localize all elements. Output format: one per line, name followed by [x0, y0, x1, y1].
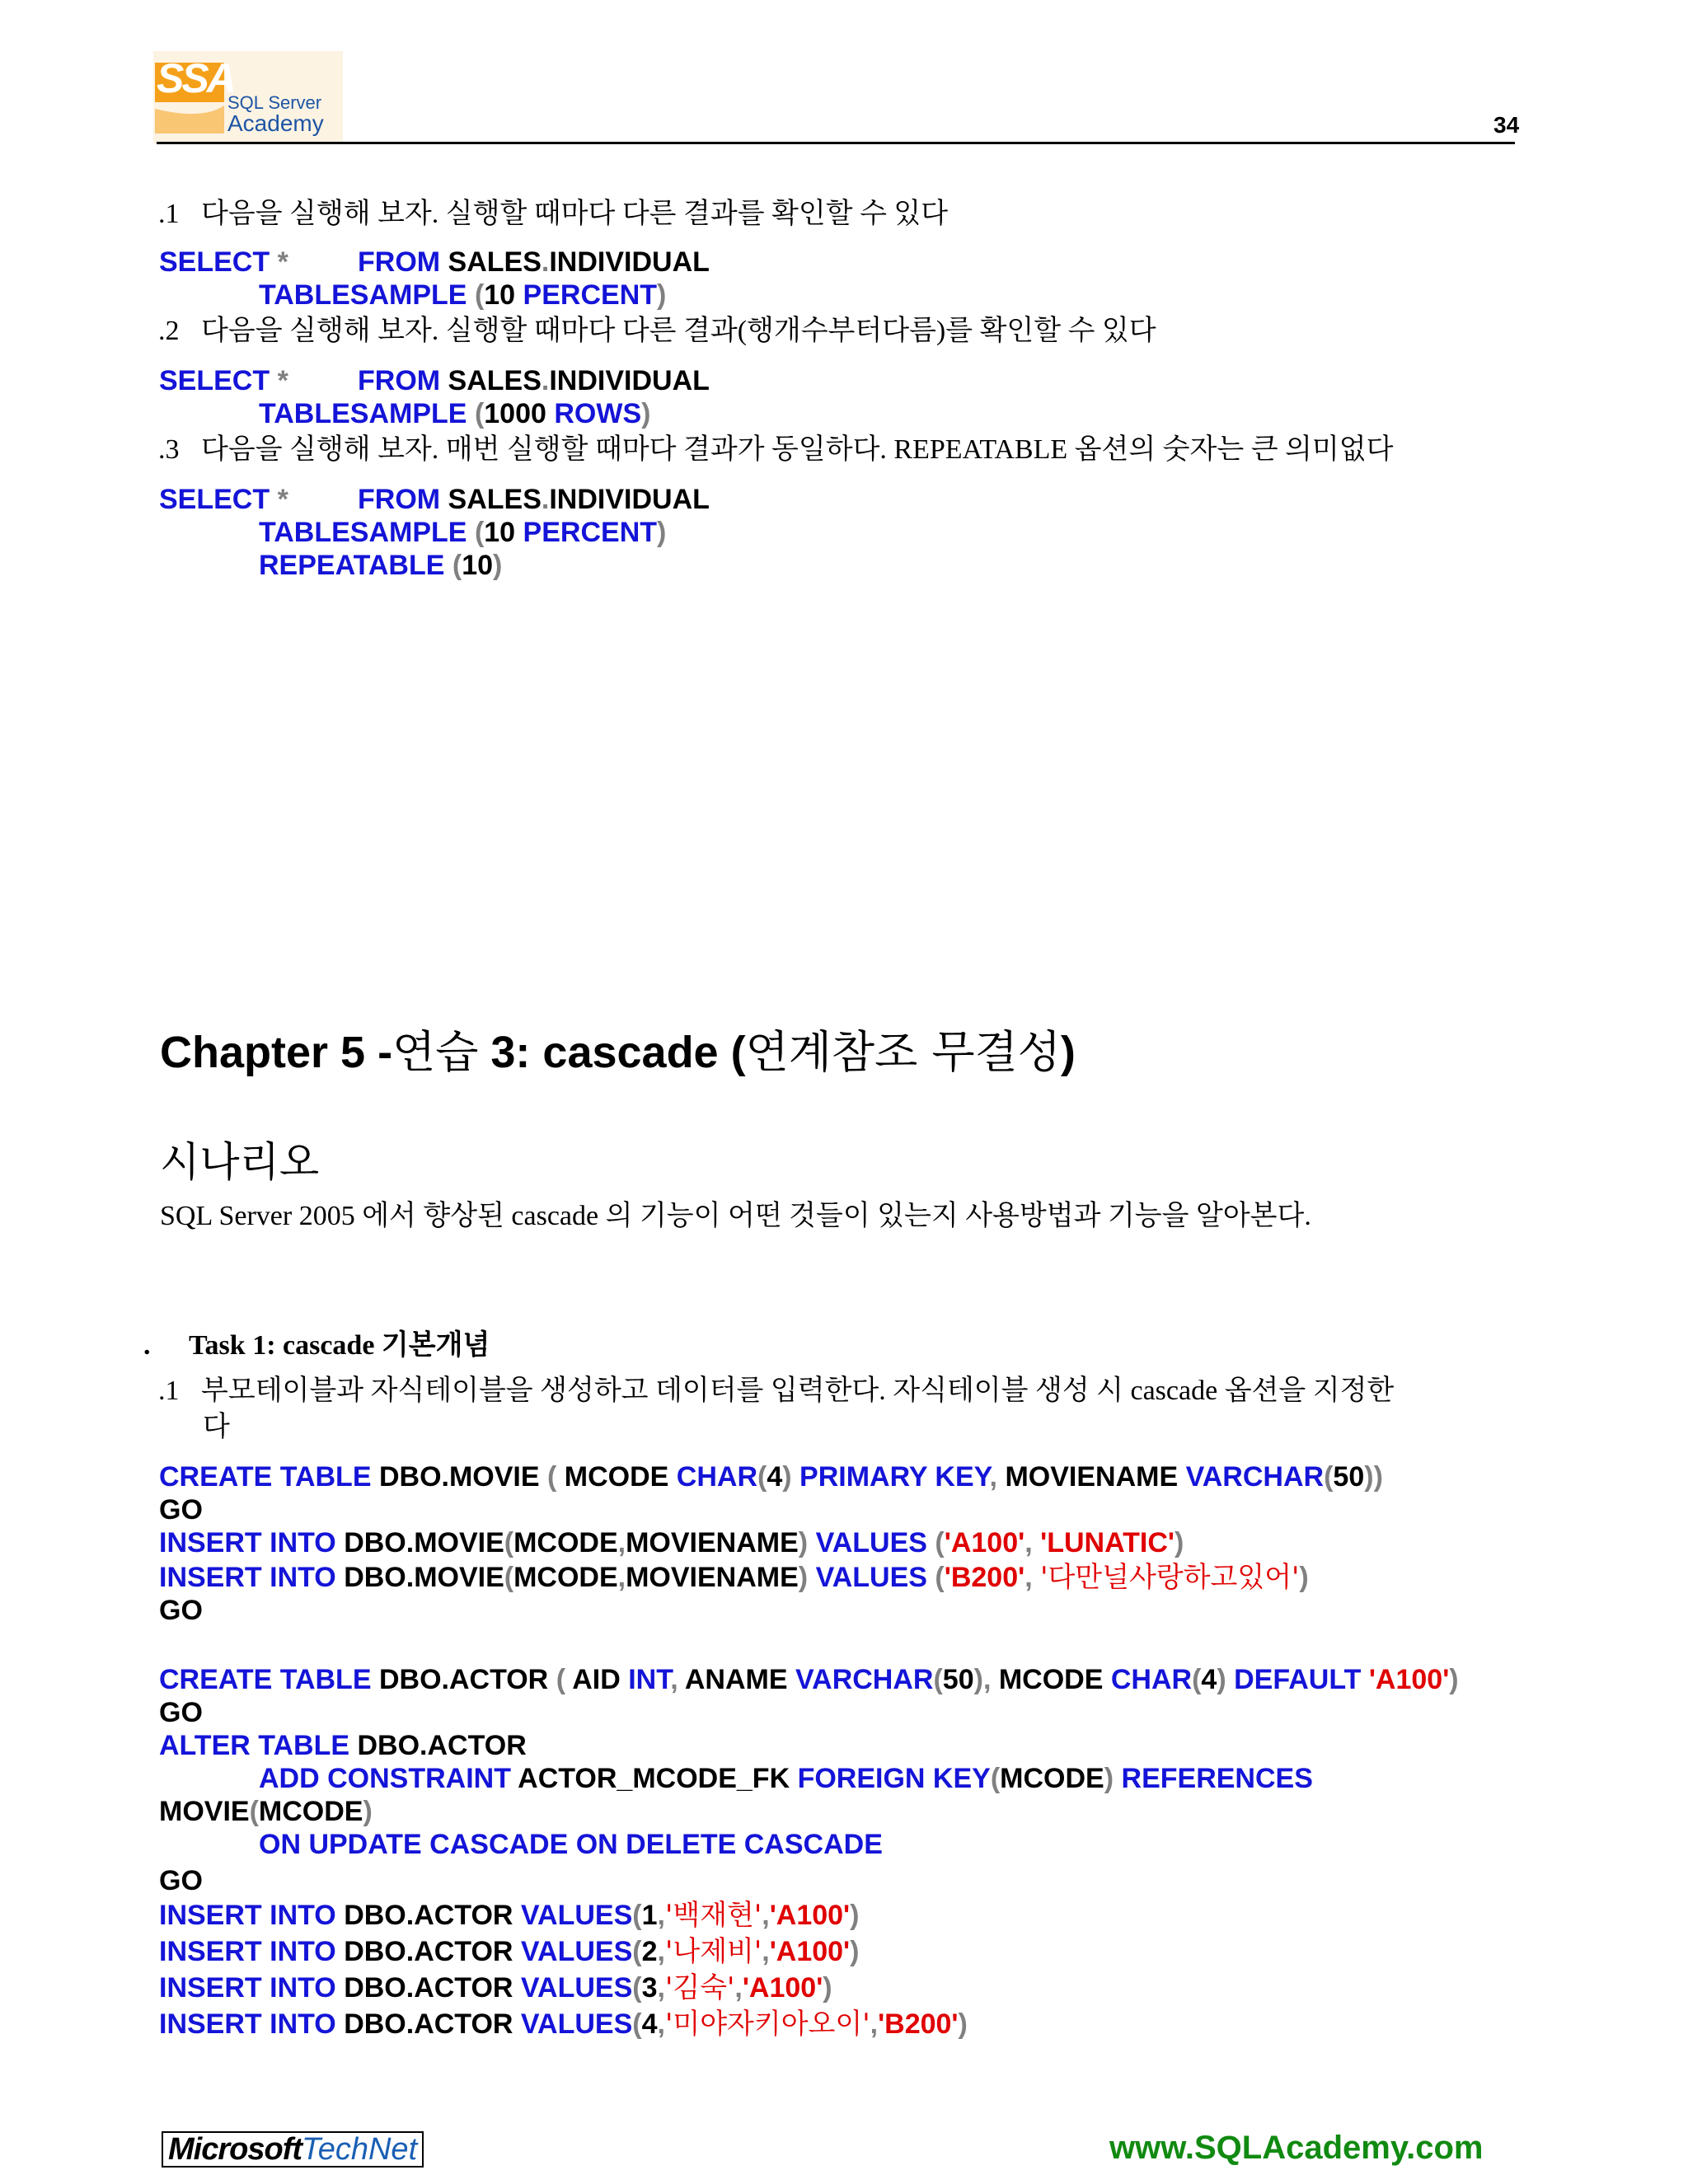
code-token: 'A100' — [1368, 1664, 1450, 1695]
code-token: MOVIE — [159, 1796, 250, 1827]
code-line — [259, 397, 650, 430]
code-token: ) — [782, 1461, 792, 1493]
code-token: ) — [1299, 1562, 1309, 1593]
code-token: ) — [657, 279, 667, 311]
code-token: SELECT — [159, 484, 270, 515]
code-token: 3 — [641, 1972, 658, 2004]
code-token: CHAR — [676, 1461, 758, 1493]
code-token: ( — [632, 1900, 642, 1931]
code-token: VARCHAR — [1185, 1461, 1325, 1493]
code-token: '다만널사랑하고있어' — [1040, 1561, 1300, 1594]
code-token: MCODE — [258, 1796, 363, 1827]
list-item — [158, 315, 1156, 348]
code-token: , — [657, 1936, 665, 1967]
section-heading: 시나리오 — [160, 1138, 320, 1186]
code-token: PRIMARY KEY — [799, 1461, 990, 1493]
code-line — [259, 1762, 1313, 1795]
item-number: .3 — [158, 434, 180, 465]
footer-url[interactable]: www.SQLAcademy.com — [1109, 2130, 1484, 2166]
code-token: 4 — [641, 2008, 658, 2040]
header-rule — [157, 142, 1515, 144]
code-token: SALES — [448, 365, 542, 396]
code-token: ) — [973, 1664, 983, 1695]
page-number: 34 — [1493, 112, 1520, 138]
code-token: MCODE — [513, 1527, 618, 1558]
code-token: . — [541, 365, 550, 396]
code-token: DBO.MOVIE — [344, 1562, 504, 1593]
code-token: ) — [1373, 1461, 1383, 1493]
code-token: SELECT — [159, 246, 270, 278]
code-token: ) — [641, 398, 651, 429]
code-token: INSERT INTO — [159, 2008, 336, 2040]
code-token: ( — [935, 1562, 945, 1593]
code-line — [358, 483, 710, 516]
code-token: CREATE TABLE — [159, 1461, 372, 1493]
code-line — [159, 1696, 203, 1729]
code-token: INDIVIDUAL — [549, 484, 710, 515]
code-token: ( — [452, 550, 462, 581]
code-token: MCODE — [564, 1461, 669, 1493]
code-token: DBO.ACTOR — [357, 1730, 527, 1761]
code-line — [259, 516, 666, 549]
code-token: ( — [556, 1664, 566, 1695]
code-token: , — [762, 1900, 770, 1931]
code-token: GO — [159, 1865, 203, 1896]
code-token: ( — [474, 279, 485, 311]
code-token: ROWS — [554, 398, 642, 429]
code-token: DBO.MOVIE — [344, 1527, 504, 1558]
code-token: ) — [363, 1796, 373, 1827]
code-token: * — [277, 484, 288, 515]
code-token: FROM — [358, 365, 441, 396]
code-line — [159, 246, 288, 279]
chapter-mid: 3: cascade ( — [478, 1028, 746, 1077]
code-token: , — [670, 1664, 678, 1695]
code-token: 'B200' — [944, 1562, 1025, 1593]
task-heading — [143, 1322, 490, 1362]
chapter-prefix: Chapter 5 - — [160, 1028, 393, 1077]
code-token: 'LUNATIC' — [1040, 1527, 1175, 1558]
code-token: TABLESAMPLE — [259, 279, 467, 311]
code-token: '미야자키아오이' — [665, 2008, 870, 2041]
item-number: .1 — [158, 1376, 180, 1406]
code-token: SALES — [448, 484, 542, 515]
code-token: DBO.ACTOR — [344, 1936, 513, 1967]
code-token: DBO.ACTOR — [378, 1664, 549, 1695]
code-token: ) — [958, 2008, 968, 2040]
code-line — [159, 1971, 832, 2004]
code-token: MOVIENAME — [626, 1562, 799, 1593]
code-line — [358, 246, 710, 279]
microsoft-technet-logo — [162, 2131, 424, 2168]
code-line — [159, 1935, 859, 1968]
code-token: * — [277, 365, 288, 396]
code-token: AID — [572, 1664, 621, 1695]
code-token: CHAR — [1110, 1664, 1193, 1695]
code-line — [259, 279, 666, 312]
code-token: GO — [159, 1494, 203, 1526]
code-token: ( — [249, 1796, 259, 1827]
code-token: FOREIGN KEY — [797, 1763, 991, 1794]
code-token: ( — [504, 1562, 514, 1593]
code-token: 2 — [641, 1936, 658, 1967]
code-token: INT — [628, 1664, 671, 1695]
code-line — [159, 1663, 1459, 1696]
chapter-title — [160, 1017, 1076, 1080]
code-line — [259, 1828, 883, 1861]
code-token: TABLESAMPLE — [259, 398, 467, 429]
code-token: DBO.MOVIE — [378, 1461, 540, 1493]
code-line — [159, 1864, 203, 1897]
code-token: . — [541, 484, 550, 515]
code-token: 'B200' — [878, 2008, 959, 2040]
code-token: 50 — [942, 1664, 974, 1695]
task-title: Task 1: cascade 기본개념 — [189, 1330, 490, 1361]
code-token: PERCENT — [523, 279, 658, 311]
code-token: INSERT INTO — [159, 1936, 336, 1967]
code-token: VALUES — [520, 1900, 633, 1931]
list-item — [158, 198, 948, 231]
code-line — [159, 1460, 1383, 1493]
code-token: '김숙' — [665, 1971, 735, 2004]
code-token: ( — [1324, 1461, 1334, 1493]
code-token: ALTER TABLE — [159, 1730, 350, 1761]
code-token: 4 — [767, 1461, 783, 1493]
code-line — [159, 1795, 373, 1828]
logo-mark: SSA — [157, 55, 234, 101]
code-token: DBO.ACTOR — [344, 1972, 513, 2004]
code-token: INDIVIDUAL — [549, 246, 710, 278]
code-token: ( — [1192, 1664, 1202, 1695]
code-token: VALUES — [520, 2008, 633, 2040]
code-token: ) — [657, 517, 667, 548]
code-token: 10 — [484, 279, 516, 311]
code-token: 4 — [1201, 1664, 1217, 1695]
code-token: . — [541, 246, 550, 278]
code-token: VALUES — [520, 1972, 633, 2004]
code-token: ADD CONSTRAINT — [259, 1763, 511, 1794]
code-token: INSERT INTO — [159, 1527, 336, 1558]
code-token: MCODE — [998, 1664, 1104, 1695]
logo-line1: SQL Server — [227, 92, 322, 113]
code-line — [159, 1899, 859, 1932]
code-token: MCODE — [1000, 1763, 1104, 1794]
code-token: SELECT — [159, 365, 270, 396]
code-token: 10 — [484, 517, 516, 548]
item-text: 다음을 실행해 보자. 매번 실행할 때마다 결과가 동일하다. REPEATABLE 옵션의 숫자는 큰 의미없다 — [201, 434, 1394, 465]
code-token: ) — [1104, 1763, 1114, 1794]
item-text: 부모테이블과 자식테이블을 생성하고 데이터를 입력한다. 자식테이블 생성 시 cascade 옵션을 지정한 — [201, 1376, 1395, 1406]
code-token: FROM — [358, 484, 441, 515]
code-token: INSERT INTO — [159, 1562, 336, 1593]
code-token: 'A100' — [742, 1972, 823, 2004]
code-line — [159, 1493, 203, 1526]
code-token: ( — [474, 398, 485, 429]
code-token: VALUES — [815, 1562, 927, 1593]
code-token: , — [1025, 1527, 1033, 1558]
code-token: ) — [798, 1562, 809, 1593]
code-token: REFERENCES — [1121, 1763, 1313, 1794]
code-token: ) — [493, 550, 503, 581]
code-token: ANAME — [684, 1664, 788, 1695]
code-token: 'A100' — [769, 1936, 851, 1967]
item-text-continued: 다 — [203, 1412, 230, 1442]
code-token: 'A100' — [944, 1527, 1025, 1558]
code-token: ( — [632, 1936, 642, 1967]
code-token: 10 — [462, 550, 494, 581]
code-token: '백재현' — [665, 1899, 762, 1932]
code-token: ) — [1174, 1527, 1184, 1558]
list-item — [158, 434, 1393, 466]
code-token: DEFAULT — [1234, 1664, 1362, 1695]
code-token: ( — [757, 1461, 767, 1493]
code-token: PERCENT — [523, 517, 658, 548]
code-token: , — [657, 2008, 665, 2040]
code-token: ACTOR_MCODE_FK — [518, 1763, 790, 1794]
task-bullet: . — [143, 1330, 151, 1361]
code-token: CREATE TABLE — [159, 1664, 372, 1695]
code-token: , — [657, 1972, 665, 2004]
code-token: INSERT INTO — [159, 1900, 336, 1931]
code-token: VALUES — [815, 1527, 927, 1558]
technet-wordmark: TechNet — [302, 2131, 418, 2167]
code-token: ( — [935, 1527, 945, 1558]
code-token: DBO.ACTOR — [344, 1900, 513, 1931]
code-token: MOVIENAME — [626, 1527, 799, 1558]
item-text: 다음을 실행해 보자. 실행할 때마다 다른 결과(행개수부터다름)를 확인할 수 있다 — [201, 316, 1156, 346]
code-token: ) — [850, 1900, 860, 1931]
code-token: MOVIENAME — [1005, 1461, 1179, 1493]
code-line — [159, 1594, 203, 1627]
code-token: 1000 — [484, 398, 546, 429]
scenario-text: SQL Server 2005 에서 향상된 cascade 의 기능이 어떤 것들이 있는지 사용방법과 기능을 알아본다. — [160, 1201, 1311, 1231]
code-token: 'A100' — [769, 1900, 851, 1931]
code-token: ( — [504, 1527, 514, 1558]
code-token: ) — [798, 1527, 809, 1558]
microsoft-wordmark: Microsoft — [168, 2131, 302, 2167]
code-token: * — [277, 246, 288, 278]
chapter-korean-2: 연계참조 무결성 — [745, 1026, 1061, 1078]
code-token: ( — [547, 1461, 557, 1493]
item-number: .2 — [158, 316, 180, 346]
code-line — [259, 549, 502, 582]
code-token: ) — [1217, 1664, 1226, 1695]
code-token: SALES — [448, 246, 542, 278]
code-token: '나제비' — [665, 1935, 762, 1968]
code-token: , — [617, 1527, 626, 1558]
code-token: ( — [632, 2008, 642, 2040]
item-number: .1 — [158, 199, 180, 229]
code-token: DBO.ACTOR — [344, 2008, 513, 2040]
code-token: , — [1025, 1562, 1033, 1593]
code-token: VARCHAR — [795, 1664, 934, 1695]
code-token: ( — [474, 517, 485, 548]
code-token: , — [762, 1936, 770, 1967]
logo-line2: Academy — [227, 110, 324, 136]
code-token: FROM — [358, 246, 441, 278]
code-line — [159, 2008, 968, 2041]
code-token: TABLESAMPLE — [259, 517, 467, 548]
code-line — [159, 1526, 1184, 1559]
code-line — [159, 1729, 527, 1762]
code-token: , — [657, 1900, 665, 1931]
item-text: 다음을 실행해 보자. 실행할 때마다 다른 결과를 확인할 수 있다 — [201, 199, 949, 229]
code-line — [358, 364, 710, 397]
code-token: ) — [823, 1972, 832, 2004]
code-token: ON UPDATE CASCADE ON DELETE CASCADE — [259, 1829, 883, 1860]
chapter-suffix: ) — [1060, 1028, 1076, 1077]
code-token: 50 — [1333, 1461, 1365, 1493]
code-line — [159, 1561, 1309, 1594]
code-token: , — [734, 1972, 743, 2004]
code-token: GO — [159, 1697, 203, 1728]
code-token: , — [617, 1562, 626, 1593]
code-token: ) — [850, 1936, 860, 1967]
code-token: INSERT INTO — [159, 1972, 336, 2004]
code-token: INDIVIDUAL — [549, 365, 710, 396]
code-token: , — [870, 2008, 879, 2040]
code-token: ( — [632, 1972, 642, 2004]
list-item — [158, 1375, 1394, 1408]
code-token: MCODE — [513, 1562, 618, 1593]
code-token: ( — [990, 1763, 1001, 1794]
code-line — [159, 364, 288, 397]
code-token: ( — [933, 1664, 943, 1695]
chapter-korean-1: 연습 — [392, 1026, 479, 1078]
code-token: 1 — [641, 1900, 658, 1931]
code-token: ) — [1449, 1664, 1459, 1695]
code-token: , — [982, 1664, 992, 1695]
code-token: , — [989, 1461, 997, 1493]
code-token: VALUES — [520, 1936, 633, 1967]
code-token: GO — [159, 1595, 203, 1626]
code-line — [159, 483, 288, 516]
code-token: REPEATABLE — [259, 550, 445, 581]
code-token: ) — [1364, 1461, 1374, 1493]
